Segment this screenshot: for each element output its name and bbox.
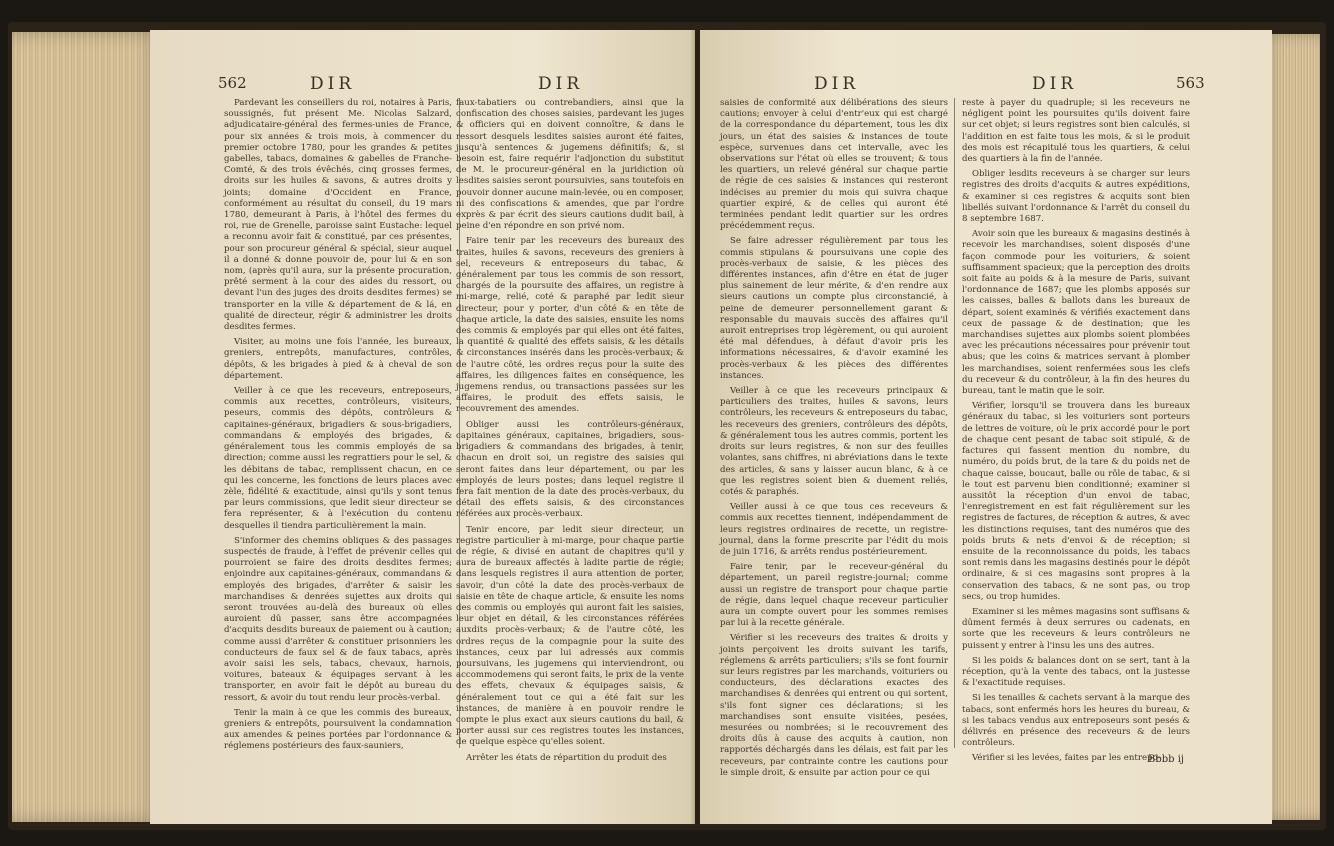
paragraph: Veiller à ce que les receveurs principaux & particuliers des traites, huiles & savons, leurs contrôleurs, les receveurs & entreposeurs du tabac, les receveurs des greniers, contrôleurs des dépôts, & généralement tous les autres commis, portent les droits sur leurs registres, & non sur des feuilles volantes, sans chiffres, ni abréviations dans le texte des articles, & sans y laisser aucun blanc, & à ce que les registres soient bien & duement reliés, cotés & paraphés.: [720, 386, 948, 497]
paragraph: Vérifier si les levées, faites par les entrepo-: [972, 753, 1161, 764]
paragraph: Tenir encore, par ledit sieur directeur, un registre particulier à mi-marge, pour chaque partie de régie, & divisé en autant de chapitres qu'il y aura de bureaux affectés à ladite partie de régie; dans lesquels registres il aura attention de porter, savoir, d'un côté la date des procès-verbaux de saisie en tête de chaque article, & ensuite les noms des commis ou employés qui auront fait les saisies, leur objet en détail, & les circonstances référées auxdits procès-verbaux; & de l'autre côté, les ordres reçus de la compagnie pour la suite des instances, ceux par lui adressés aux commis poursuivans, les jugemens qui interviendront, ou accommodemens qui seront faits, le prix de la vente des effets, chevaux & équipages saisis, & généralement tout ce qui a été fait sur les instances, de manière à en pouvoir rendre le compte le plus exact aux sieurs cautions du bail, & porter aussi sur ces registres toutes les instances, de quelque espèce qu'elles soient.: [456, 524, 684, 748]
paragraph: Visiter, au moins une fois l'année, les bureaux, greniers, entrepôts, manufactures, contrôles, dépôts, & les brigades à pied & à cheval de son département.: [224, 337, 452, 381]
paragraph: Si les poids & balances dont on se sert, tant à la réception, qu'à la vente des tabacs, ont la justesse & l'exactitude requises.: [962, 655, 1190, 689]
left-running-head-1: DIR: [310, 74, 356, 94]
paragraph: Si les tenailles & cachets servant à la marque des tabacs, sont enfermés hors les heures du bureau, & si les tabacs vendus aux entreposeurs sont pesés & délivrés en présence des receveurs & de leurs contrôleurs.: [962, 693, 1190, 749]
page-edges-left: [12, 32, 162, 822]
paragraph: Veiller aussi à ce que tous ces receveurs & commis aux recettes tiennent, indépendamment de leurs registres ordinaires de recette, un registre-journal, dans la forme prescrite par l'édit du mois de juin 1716, & arrêts rendus postérieurement.: [720, 502, 948, 557]
right-page: [700, 30, 1272, 824]
paragraph: Se faire adresser régulièrement par tous les commis stipulans & poursuivans une copie des procès-verbaux de saisie, & les pièces des différentes instances, afin d'être en état de juger plus sainement de leur mérite, & d'en rendre aux sieurs cautions un compte plus circonstancié, à peine de demeurer personnellement garant & responsable du mauvais succès des affaires qu'il auroit entreprises trop légèrement, ou qui auroient été mal défendues, à défaut d'avoir pris les informations nécessaires, & d'avoir examiné les procès-verbaux & les pièces des différentes instances.: [720, 236, 948, 381]
paragraph: Vérifier, lorsqu'il se trouvera dans les bureaux généraux du tabac, si les voituriers sont porteurs de lettres de voiture, où le prix accordé pour le port de chaque cent pesant de tabac soit stipulé, & de factures qui fassent mention du nombre, du numéro, du poids brut, de la tare & du poids net de chaque caisse, boucaut, balle ou rôle de tabac, & si le tout est parvenu bien conditionné; examiner si aussitôt la réception d'un envoi de tabac, l'enregistrement en est fait régulièrement sur les registres de factures, de réception & autres, & avec les distinctions requises, tant des numéros que des poids bruts & nets d'envoi & de réception; si ensuite de la reconnoissance du poids, les tabacs sont remis dans les magasins destinés pour le dépôt ordinaire, & si ces magasins sont propres à la conservation des tabacs, & ne sont pas, ou trop secs, ou trop humides.: [962, 401, 1190, 602]
right-column-2: [962, 98, 1190, 769]
left-column-2: [456, 98, 684, 768]
paragraph: saisies de conformité aux délibérations des sieurs cautions; envoyer à celui d'entr'eux qui est chargé de la correspondance du département, tous les dix jours, un état des saisies & instances de toute espèce, survenues dans cet intervalle, avec les observations sur l'état où elles se trouvent; & tous les quartiers, un relevé général sur chaque partie de régie de ces saisies & instances qui resteront indécises au premier du mois qui suivra chaque quartier expiré, & de celles qui auront été terminées pendant ledit quartier sur les ordres précédemment reçus.: [720, 98, 948, 232]
left-page: [150, 30, 695, 824]
paragraph: Examiner si les mêmes magasins sont suffisans & dûment fermés à deux serrures ou cadenats, en sorte que les receveurs & leurs contrôleurs ne puissent y entrer à l'insu les uns des autres.: [962, 606, 1190, 651]
paragraph: Arrêter les états de répartition du produit des: [466, 752, 667, 763]
paragraph: Obliger lesdits receveurs à se charger sur leurs registres des droits d'acquits & autres expéditions, & examiner si ces registres & acquits sont bien libellés suivant l'ordonnance & l'arrêt du conseil du 8 septembre 1687.: [962, 169, 1190, 225]
paragraph: faux-tabatiers ou contrebandiers, ainsi que la confiscation des choses saisies, pardevant les juges & officiers qui en doivent connoître, & dans le ressort desquels lesdites saisies auront été faites, jusqu'à sentences & jugemens définitifs; &, si besoin est, faire requérir l'adjonction du substitut de M. le procureur-général en la juridiction où lesdites saisies seront poursuivies, sans toutefois en pouvoir donner aucune main-levée, ou en composer, ni des confiscations & amendes, que par l'ordre exprès & par écrit des sieurs cautions dudit bail, à peine d'en répondre en son privé nom.: [456, 98, 684, 232]
right-column-1: [720, 98, 948, 783]
paragraph: Pardevant les conseillers du roi, notaires à Paris, soussignés, fut présent Me. Nicolas Salzard, adjudicataire-général des fermes-unies de France, pour six années & trois mois, à commencer du premier octobre 1780, pour les grandes & petites gabelles, tabacs, domaines & gabelles de Franche-Comté, & des trois évêchés, cinq grosses fermes, droits sur les huiles & savons, & autres droits y joints; domaine d'Occident en France, conformément au résultat du conseil, du 19 mars 1780, demeurant à Paris, à l'hôtel des fermes du roi, rue de Grenelle, paroisse saint Eustache: lequel a reconnu avoir fait & constitué, par ces présentes, pour son procureur général & spécial, sieur auquel il a donné & donne pouvoir de, pour lui & en son nom, (après qu'il aura, sur la présente procuration, prêté serment à la cour des aides du ressort, ou devant l'un des juges des droits desdites fermes) se transporter en la ville & département de & lá, en qualité de directeur, régir & administrer les droits desdites fermes.: [224, 98, 452, 333]
paragraph: S'informer des chemins obliques & des passages suspectés de fraude, à l'effet de prévenir celles qui pourroient se faire des droits desdites fermes; enjoindre aux capitaines-généraux, commandans & employés des brigades, d'arrêter & saisir les marchandises & denrées sujettes aux droits qui seront trouvées au-delà des bureaux où elles auroient dû passer, sans être accompagnées d'acquits desdits bureaux de paiement ou à caution; comme aussi d'arrêter & constituer prisonniers les conducteurs de faux sel & de faux tabacs, après avoir saisi les sels, tabacs, chevaux, harnois, voitures, bateaux & équipages servant à les transporter, en avoir fait le dépôt au bureau du ressort, & avoir du tout rendu leur procès-verbal.: [224, 535, 452, 703]
right-page-number: 563: [1176, 74, 1205, 92]
paragraph: Vérifier si les receveurs des traites & droits y joints perçoivent les droits suivant les tarifs, réglemens & arrêts particuliers; s'ils se font fournir sur leurs registres par les marchands, voituriers ou conducteurs, des déclarations exactes des marchandises & denrées qui entrent ou qui sortent, s'ils font signer ces déclarations; si les marchandises sont ensuite visitées, pesées, mesurées ou nombrées; si le recouvrement des droits dûs à cause des acquits à caution, non rapportés déchargés dans les délais, est fait par les receveurs, par contrainte contre les cautions pour le simple droit, & ensuite par action pour ce qui: [720, 633, 948, 778]
right-running-head-2: DIR: [1032, 74, 1078, 94]
paragraph: reste à payer du quadruple; si les receveurs ne négligent point les poursuites qu'ils doivent faire sur cet objet; si leurs registres sont bien calculés, si l'addition en est faite tous les mois, & si le produit des mois est récapitulé tous les quartiers, & celui des quartiers à la fin de l'année.: [962, 98, 1190, 165]
left-page-number: 562: [218, 74, 247, 92]
paragraph: Faire tenir, par le receveur-général du département, un pareil registre-journal; comme aussi un registre de transport pour chaque partie de régie, dans lequel chaque receveur particulier aura un compte ouvert pour les sommes remises par lui à la recette générale.: [720, 562, 948, 629]
paragraph: Veiller à ce que les receveurs, entreposeurs, commis aux recettes, contrôleurs, visiteurs, peseurs, commis des dépôts, contrôleurs & capitaines-généraux, brigadiers & sous-brigadiers, commandans & employés des brigades, & généralement tous les commis employés de sa direction; comme aussi les regrattiers pour le sel, & les débitans de tabac, remplissent chacun, en ce qui les concerne, les fonctions de leurs places avec zèle, fidélité & exactitude, ainsi qu'ils y sont tenus par leurs commissions, que ledit sieur directeur se fera représenter, & à l'exécution du contenu desquelles il tiendra particulièrement la main.: [224, 386, 452, 531]
paragraph: Tenir la main à ce que les commis des bureaux, greniers & entrepôts, poursuivent la condamnation aux amendes & peines portées par l'ordonnance & réglemens postérieurs des faux-sauniers,: [224, 707, 452, 752]
left-running-head-2: DIR: [538, 74, 584, 94]
right-running-head-1: DIR: [814, 74, 860, 94]
left-column-1: [224, 98, 452, 757]
paragraph: Obliger aussi les contrôleurs-généraux, capitaines généraux, capitaines, brigadiers, sous-brigadiers & commandans des brigades, à tenir, chacun en droit soi, un registre des saisies qui seront faites dans leur département, ou par les employés de leurs postes; dans lequel registre il fera fait mention de la date des procès-verbaux, du détail des effets saisis, & des circonstances référées aux procès-verbaux.: [456, 419, 684, 520]
paragraph: Avoir soin que les bureaux & magasins destinés à recevoir les marchandises, soient disposés d'une façon commode pour les voituriers, & soient suffisamment spacieux; que la perception des droits soit faite au poids & à la mesure de Paris, suivant l'ordonnance de 1687; que les plombs apposés sur les caisses, balles & ballots dans les bureaux de départ, soient examinés & vérifiés exactement dans ceux de passage & de destination; que les marchandises sujettes aux plombs soient plombées avec les précautions nécessaires pour prévenir tout abus; que les coins & matrices servant à plomber les marchandises, soient renfermées sous les clefs du receveur & du contrôleur, à la fin des heures du bureau, tant le matin que le soir.: [962, 229, 1190, 397]
signature-mark: Bbbb ij: [1148, 754, 1185, 765]
paragraph: Faire tenir par les receveurs des bureaux des traites, huiles & savons, receveurs des greniers à sel, receveurs & entreposeurs du tabac, & généralement par tous les commis de son ressort, chargés de la poursuite des affaires, un registre à mi-marge, relié, coté & paraphé par ledit sieur directeur, pour y porter, d'un côté & en tête de chaque article, la date des saisies, ensuite les noms des commis & employés par qui elles ont été faites, la quantité & qualité des effets saisis, & les détails & circonstances insérés dans les procès-verbaux; & de l'autre côté, les ordres reçus pour la suite des affaires, les diligences faites en conséquence, les jugemens rendus, ou transactions passées sur les affaires, le produit des effets saisis, le recouvrement des amendes.: [456, 236, 684, 415]
column-rule: [954, 98, 955, 748]
